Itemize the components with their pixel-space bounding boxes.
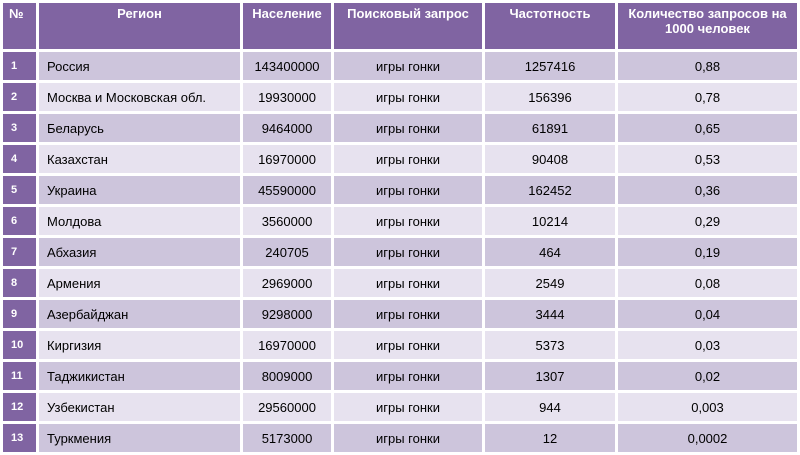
table-row [3,114,797,142]
table-row [3,331,797,359]
table-row [3,83,797,111]
row-number: 11 [3,362,36,390]
region-cell: Украина [39,176,240,204]
row-number: 1 [3,52,36,80]
per1000-cell: 0,36 [618,176,797,204]
population-cell: 16970000 [243,145,331,173]
table-row [3,269,797,297]
header-query: Поисковый запрос [334,3,482,49]
population-cell: 9298000 [243,300,331,328]
region-cell: Москва и Московская обл. [39,83,240,111]
population-cell: 3560000 [243,207,331,235]
table-row [3,238,797,266]
frequency-cell: 2549 [485,269,615,297]
table-row [3,424,797,452]
query-cell: игры гонки [334,83,482,111]
query-cell: игры гонки [334,145,482,173]
region-cell: Россия [39,52,240,80]
header-region: Регион [39,3,240,49]
row-number: 7 [3,238,36,266]
population-cell: 240705 [243,238,331,266]
row-number: 8 [3,269,36,297]
row-number: 2 [3,83,36,111]
population-cell: 5173000 [243,424,331,452]
per1000-cell: 0,29 [618,207,797,235]
frequency-cell: 944 [485,393,615,421]
header-per1000: Количество запросов на 1000 человек [618,3,797,49]
table-row [3,207,797,235]
region-cell: Абхазия [39,238,240,266]
header-population: Население [243,3,331,49]
per1000-cell: 0,0002 [618,424,797,452]
frequency-cell: 12 [485,424,615,452]
frequency-cell: 1257416 [485,52,615,80]
region-cell: Туркмения [39,424,240,452]
frequency-cell: 156396 [485,83,615,111]
region-cell: Армения [39,269,240,297]
row-number: 4 [3,145,36,173]
frequency-cell: 90408 [485,145,615,173]
frequency-cell: 464 [485,238,615,266]
query-cell: игры гонки [334,114,482,142]
table-row [3,393,797,421]
query-cell: игры гонки [334,424,482,452]
query-cell: игры гонки [334,331,482,359]
region-cell: Таджикистан [39,362,240,390]
frequency-cell: 162452 [485,176,615,204]
table-row [3,362,797,390]
population-cell: 16970000 [243,331,331,359]
table-row [3,300,797,328]
region-cell: Казахстан [39,145,240,173]
frequency-cell: 5373 [485,331,615,359]
region-cell: Узбекистан [39,393,240,421]
region-cell: Молдова [39,207,240,235]
per1000-cell: 0,003 [618,393,797,421]
row-number: 13 [3,424,36,452]
query-cell: игры гонки [334,52,482,80]
per1000-cell: 0,65 [618,114,797,142]
per1000-cell: 0,53 [618,145,797,173]
population-cell: 2969000 [243,269,331,297]
row-number: 3 [3,114,36,142]
per1000-cell: 0,03 [618,331,797,359]
query-cell: игры гонки [334,238,482,266]
population-cell: 9464000 [243,114,331,142]
per1000-cell: 0,02 [618,362,797,390]
region-cell: Беларусь [39,114,240,142]
frequency-cell: 1307 [485,362,615,390]
table-row [3,145,797,173]
row-number: 5 [3,176,36,204]
frequency-cell: 10214 [485,207,615,235]
frequency-cell: 61891 [485,114,615,142]
region-cell: Азербайджан [39,300,240,328]
header-row [3,3,797,49]
population-cell: 143400000 [243,52,331,80]
table-row [3,176,797,204]
header-frequency: Частотность [485,3,615,49]
query-cell: игры гонки [334,393,482,421]
query-cell: игры гонки [334,300,482,328]
population-cell: 8009000 [243,362,331,390]
population-cell: 45590000 [243,176,331,204]
query-cell: игры гонки [334,362,482,390]
row-number: 6 [3,207,36,235]
row-number: 12 [3,393,36,421]
per1000-cell: 0,19 [618,238,797,266]
per1000-cell: 0,88 [618,52,797,80]
query-cell: игры гонки [334,269,482,297]
query-cell: игры гонки [334,207,482,235]
frequency-cell: 3444 [485,300,615,328]
population-cell: 19930000 [243,83,331,111]
header-num: № [3,3,36,49]
table-row [3,52,797,80]
row-number: 9 [3,300,36,328]
region-cell: Киргизия [39,331,240,359]
query-cell: игры гонки [334,176,482,204]
per1000-cell: 0,04 [618,300,797,328]
row-number: 10 [3,331,36,359]
per1000-cell: 0,08 [618,269,797,297]
population-cell: 29560000 [243,393,331,421]
per1000-cell: 0,78 [618,83,797,111]
